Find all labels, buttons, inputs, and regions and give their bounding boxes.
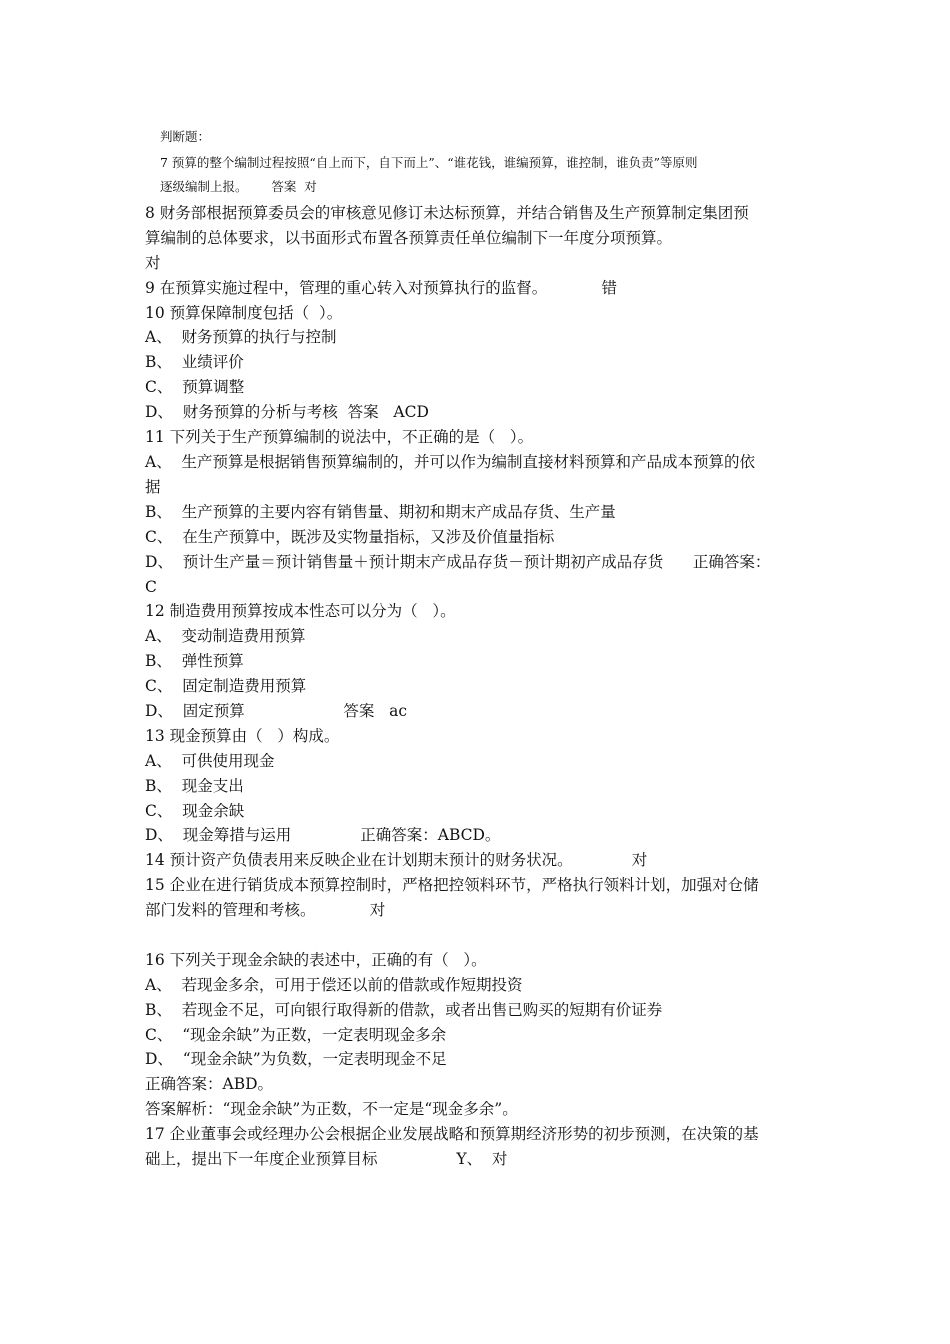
text-line: 8 财务部根据预算委员会的审核意见修订未达标预算，并结合销售及生产预算制定集团预 (145, 204, 749, 222)
text-line: B、 业绩评价 (145, 353, 244, 371)
text-line: 13 现金预算由（ ）构成。 (145, 727, 340, 745)
text-line: 15 企业在进行销货成本预算控制时，严格把控领料环节，严格执行领料计划，加强对仓储 (145, 876, 759, 894)
text-line: C、 预算调整 (145, 378, 245, 396)
text-line: C、 在生产预算中，既涉及实物量指标，又涉及价值量指标 (145, 528, 555, 546)
text-line: D、 财务预算的分析与考核 答案 ACD (145, 403, 429, 421)
text-line: 12 制造费用预算按成本性态可以分为（ ）。 (145, 602, 456, 620)
text-line: A、 变动制造费用预算 (145, 627, 306, 645)
text-line: 14 预计资产负债表用来反映企业在计划期末预计的财务状况。 对 (145, 851, 648, 869)
text-line: 11 下列关于生产预算编制的说法中，不正确的是（ ）。 (145, 428, 534, 446)
text-line: C (145, 578, 157, 596)
text-line: A、 可供使用现金 (145, 752, 275, 770)
text-line: 答案解析：“现金余缺”为正数，不一定是“现金多余”。 (145, 1100, 518, 1118)
text-line: 对 (145, 254, 161, 272)
question-7-line-1: 7 预算的整个编制过程按照“自上而下，自下而上”、“谁花钱，谁编预算，谁控制，谁负责”等原则 (160, 155, 698, 170)
text-line: 10 预算保障制度包括（ ）。 (145, 304, 343, 322)
question-7-line-2: 逐级编制上报。 答案 对 (160, 179, 317, 194)
text-line: 9 在预算实施过程中，管理的重心转入对预算执行的监督。 错 (145, 279, 617, 297)
text-line: B、 若现金不足，可向银行取得新的借款，或者出售已购买的短期有价证券 (145, 1001, 663, 1019)
text-line: D、 “现金余缺”为负数，一定表明现金不足 (145, 1050, 447, 1068)
text-line: 据 (145, 478, 161, 496)
text-line: B、 生产预算的主要内容有销售量、期初和期末产成品存货、生产量 (145, 503, 616, 521)
text-line: 础上，提出下一年度企业预算目标 Y、 对 (145, 1150, 508, 1168)
text-line: D、 固定预算 答案 ac (145, 702, 408, 720)
text-line: C、 现金余缺 (145, 802, 245, 820)
text-line: B、 现金支出 (145, 777, 244, 795)
text-line: 部门发料的管理和考核。 对 (145, 901, 386, 919)
text-line: 算编制的总体要求，以书面形式布置各预算责任单位编制下一年度分项预算。 (145, 229, 673, 247)
section-heading: 判断题： (160, 129, 211, 144)
text-line: 17 企业董事会或经理办公会根据企业发展战略和预算期经济形势的初步预测，在决策的基 (145, 1125, 759, 1143)
text-line: A、 财务预算的执行与控制 (145, 328, 337, 346)
text-line: C、 “现金余缺”为正数，一定表明现金多余 (145, 1026, 447, 1044)
text-line: C、 固定制造费用预算 (145, 677, 307, 695)
text-line: A、 若现金多余，可用于偿还以前的借款或作短期投资 (145, 976, 523, 994)
text-line: 正确答案：ABD。 (145, 1075, 274, 1093)
text-line: D、 现金筹措与运用 正确答案：ABCD。 (145, 826, 501, 844)
text-line: B、 弹性预算 (145, 652, 244, 670)
text-line: A、 生产预算是根据销售预算编制的，并可以作为编制直接材料预算和产品成本预算的依 (145, 453, 756, 471)
text-line: 16 下列关于现金余缺的表述中，正确的有（ ）。 (145, 951, 487, 969)
text-line: D、 预计生产量＝预计销售量＋预计期末产成品存货－预计期初产成品存货 正确答案： (145, 553, 771, 571)
